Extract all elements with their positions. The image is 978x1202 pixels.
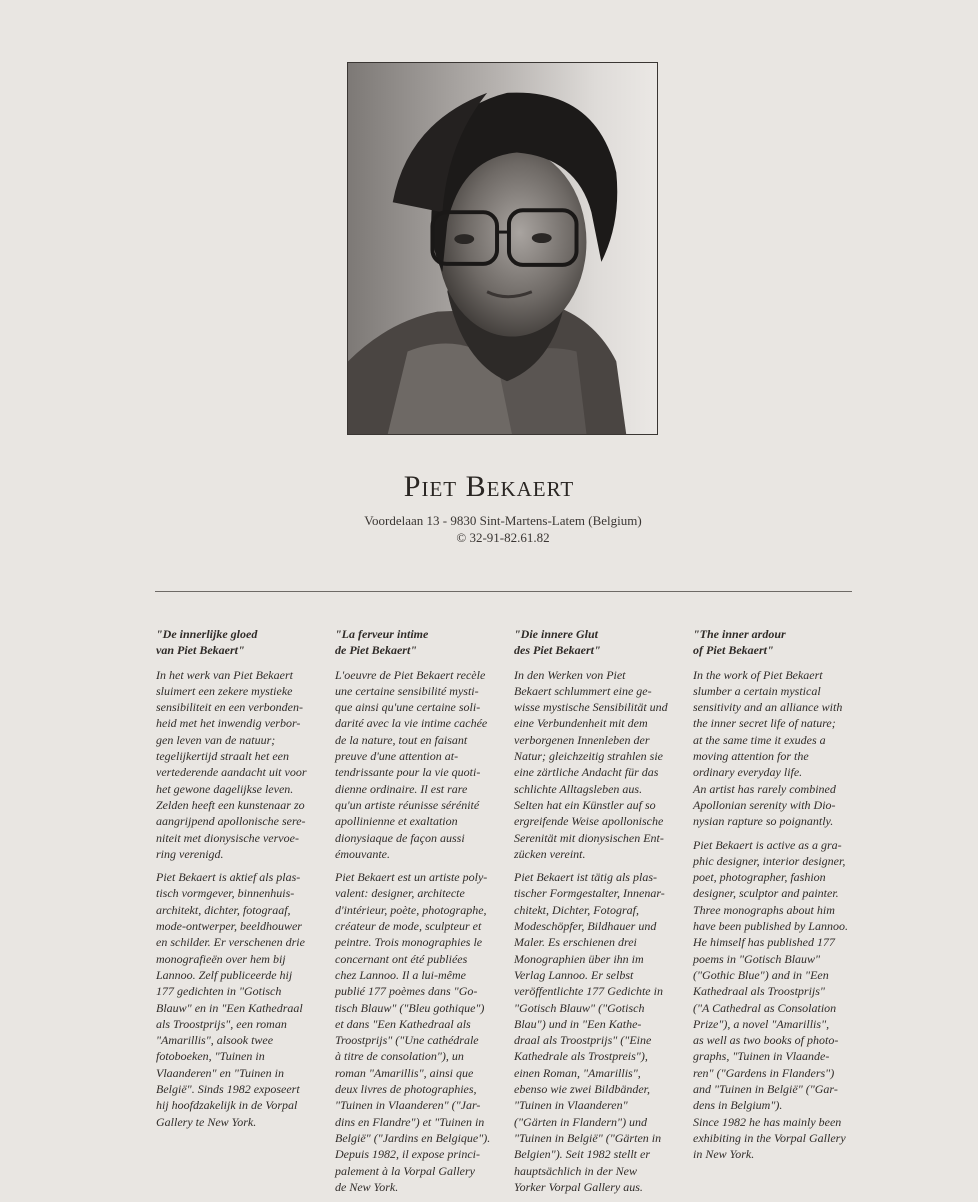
text-line: sensibiliteit en een verbonden- — [156, 700, 303, 715]
text-line: roman "Amarillis", ainsi que — [335, 1065, 474, 1080]
text-line: fotoboeken, "Tuinen in — [156, 1049, 265, 1064]
column-german — [514, 626, 684, 1202]
text-line: as well as two books of photo- — [693, 1033, 839, 1048]
text-line: architekt, dichter, fotograaf, — [156, 902, 291, 917]
column-english — [693, 626, 863, 1170]
text-line: Blauw" en in "Een Kathedraal — [156, 1000, 303, 1015]
text-line: 177 gedichten in "Gotisch — [156, 984, 282, 999]
text-line: dionysiaque de façon aussi — [335, 830, 465, 845]
text-line: in New York. — [693, 1147, 755, 1162]
text-line: Modeschöpfer, Bildhauer und — [514, 919, 657, 934]
text-line: at the same time it exudes a — [693, 732, 826, 747]
text-line: ring verenigd. — [156, 846, 224, 861]
text-line: exhibiting in the Vorpal Gallery — [693, 1130, 846, 1145]
text-line: et dans "Een Kathedraal als — [335, 1016, 471, 1031]
text-line: heid met het inwendig verbor- — [156, 716, 301, 731]
text-line: ebenso wie zwei Bildbänder, — [514, 1082, 650, 1097]
text-line: vertederende aandacht uit voor — [156, 765, 307, 780]
text-line: aangrijpend apollonische sere- — [156, 814, 306, 829]
text-line: Gallery te New York. — [156, 1114, 257, 1129]
text-line: gen leven van de natuur; — [156, 732, 276, 747]
column-paragraph-bio — [156, 869, 326, 1130]
text-line: het gewone dagelijkse leven. — [156, 781, 294, 796]
text-line: publié 177 poèmes dans "Go- — [335, 984, 478, 999]
phone: © 32-91-82.61.82 — [456, 530, 550, 545]
text-line: have been published by Lannoo. — [693, 919, 848, 934]
text-line: the inner secret life of nature; — [693, 716, 836, 731]
text-line: preuve d'une attention at- — [335, 749, 459, 764]
text-line: nysian rapture so poignantly. — [693, 814, 834, 829]
column-heading — [514, 626, 684, 659]
text-line: hij hoofdzakelijk in de Vorpal — [156, 1098, 298, 1113]
text-line: ("A Cathedral as Consolation — [693, 1000, 837, 1015]
text-line: He himself has published 177 — [693, 935, 835, 950]
text-line: dens in Belgium"). — [693, 1098, 783, 1113]
column-paragraph-bio — [693, 837, 863, 1163]
text-line: dienne ordinaire. Il est rare — [335, 781, 468, 796]
text-line: "Amarillis", alsook twee — [156, 1033, 274, 1048]
text-line: Depuis 1982, il expose princi- — [335, 1147, 480, 1162]
text-line: Kathedrale als Trostpreis"), — [514, 1049, 648, 1064]
text-line: qu'un artiste réunisse sérénité — [335, 797, 480, 812]
text-line: "De innerlijke gloed — [156, 627, 258, 641]
text-line: monografieën over hem bij — [156, 951, 286, 966]
text-line: Blau") und in "Een Kathe- — [514, 1016, 642, 1031]
text-line: Troostprijs" ("Une cathédrale — [335, 1033, 479, 1048]
artist-name: Piet Bekaert — [403, 470, 575, 503]
text-line: "Gotisch Blauw" ("Gotisch — [514, 1000, 645, 1015]
text-line: Piet Bekaert ist tätig als plas- — [514, 870, 657, 885]
text-line: sensitivity and an alliance with — [693, 700, 843, 715]
text-line: In den Werken von Piet — [514, 667, 626, 682]
text-line: apollinienne et exaltation — [335, 814, 458, 829]
text-line: wisse mystische Sensibilität und — [514, 700, 668, 715]
text-line: deux livres de photographies, — [335, 1082, 477, 1097]
text-line: des Piet Bekaert" — [514, 643, 601, 658]
text-line: "Die innere Glut — [514, 627, 598, 641]
text-line: que ainsi qu'une certaine soli- — [335, 700, 481, 715]
text-line: Apollonian serenity with Dio- — [693, 797, 836, 812]
text-line: In the work of Piet Bekaert — [693, 667, 823, 682]
text-line: Piet Bekaert est un artiste poly- — [335, 870, 488, 885]
text-line: ren" ("Gardens in Flanders") — [693, 1065, 835, 1080]
divider — [155, 591, 852, 592]
text-line: designer, sculptor and painter. — [693, 886, 839, 901]
address: Voordelaan 13 - 9830 Sint-Martens-Latem (Belgium) — [364, 513, 642, 528]
text-line: als Troostprijs", een roman — [156, 1016, 287, 1031]
text-line: ("Gothic Blue") and in "Een — [693, 967, 829, 982]
portrait-photo — [347, 62, 658, 435]
text-line: tegelijkertijd straalt het een — [156, 749, 289, 764]
text-line: veröffentlichte 177 Gedichte in — [514, 984, 663, 999]
text-line: Piet Bekaert is active as a gra- — [693, 837, 842, 852]
text-line: phic designer, interior designer, — [693, 853, 846, 868]
text-line: "Tuinen in Vlaanderen" ("Jar- — [335, 1098, 481, 1113]
text-line: de la nature, tout en faisant — [335, 732, 468, 747]
column-paragraph-bio — [335, 869, 505, 1195]
text-line: Verlag Lannoo. Er selbst — [514, 967, 634, 982]
text-line: ordinary everyday life. — [693, 765, 803, 780]
text-line: peintre. Trois monographies le — [335, 935, 483, 950]
text-line: tendrissante pour la vie quoti- — [335, 765, 481, 780]
text-line: d'intérieur, poète, photographe, — [335, 902, 487, 917]
text-line: einen Roman, "Amarillis", — [514, 1065, 641, 1080]
text-line: Yorker Vorpal Gallery aus. — [514, 1179, 643, 1194]
text-line: créateur de mode, sculpteur et — [335, 919, 482, 934]
text-line: schlichte Alltagsleben aus. — [514, 781, 643, 796]
text-line: An artist has rarely combined — [693, 781, 836, 796]
text-line: concernant ont été publiées — [335, 951, 468, 966]
text-line: poet, photographer, fashion — [693, 870, 826, 885]
text-line: tisch Blauw" ("Bleu gothique") — [335, 1000, 485, 1015]
text-line: Monographien über ihn im — [514, 951, 644, 966]
text-line: Kathedraal als Troostprijs" — [693, 984, 825, 999]
text-line: émouvante. — [335, 846, 390, 861]
text-line: Prize"), a novel "Amarillis", — [693, 1016, 830, 1031]
column-paragraph-intro — [514, 667, 684, 863]
text-line: Maler. Es erschienen drei — [514, 935, 637, 950]
text-line: Piet Bekaert is aktief als plas- — [156, 870, 301, 885]
text-line: de New York. — [335, 1179, 399, 1194]
text-line: Serenität mit dionysischen Ent- — [514, 830, 664, 845]
text-line: zücken vereint. — [514, 846, 586, 861]
text-line: à titre de consolation"), un — [335, 1049, 464, 1064]
text-line: mode-ontwerper, beeldhouwer — [156, 919, 302, 934]
text-line: darité avec la vie intime cachée — [335, 716, 488, 731]
column-paragraph-intro — [156, 667, 326, 863]
column-paragraph-intro — [335, 667, 505, 863]
text-line: "Tuinen in Vlaanderen" — [514, 1098, 628, 1113]
text-line: L'oeuvre de Piet Bekaert recèle — [335, 667, 486, 682]
text-line: chitekt, Dichter, Fotograf, — [514, 902, 639, 917]
column-heading — [335, 626, 505, 659]
text-line: Bekaert schlummert eine ge- — [514, 683, 652, 698]
text-line: de Piet Bekaert" — [335, 643, 417, 658]
text-line: eine zärtliche Andacht für das — [514, 765, 659, 780]
text-line: "La ferveur intime — [335, 627, 429, 641]
text-line: sluimert een zekere mystieke — [156, 683, 293, 698]
text-line: Vlaanderen" en "Tuinen in — [156, 1065, 284, 1080]
column-french — [335, 626, 505, 1202]
text-line: palement à la Vorpal Gallery — [335, 1163, 475, 1178]
text-line: van Piet Bekaert" — [156, 643, 245, 658]
text-line: chez Lannoo. Il a lui-même — [335, 967, 466, 982]
text-line: Natur; gleichzeitig strahlen sie — [514, 749, 663, 764]
text-line: ("Gärten in Flandern") und — [514, 1114, 648, 1129]
text-line: Selten hat ein Künstler auf so — [514, 797, 656, 812]
text-line: hauptsächlich in der New — [514, 1163, 637, 1178]
text-line: tisch vormgever, binnenhuis- — [156, 886, 295, 901]
text-line: "Tuinen in België" ("Gärten in — [514, 1130, 662, 1145]
text-line: tischer Formgestalter, Innenar- — [514, 886, 665, 901]
text-line: slumber a certain mystical — [693, 683, 821, 698]
text-line: Lannoo. Zelf publiceerde hij — [156, 967, 293, 982]
text-line: of Piet Bekaert" — [693, 643, 774, 658]
text-line: verborgenen Innenleben der — [514, 732, 650, 747]
text-line: Zelden heeft een kunstenaar zo — [156, 797, 305, 812]
text-line: Since 1982 he has mainly been — [693, 1114, 842, 1129]
text-line: moving attention for the — [693, 749, 809, 764]
portrait-illustration — [348, 63, 657, 434]
text-line: België" ("Jardins en Belgique"). — [335, 1130, 491, 1145]
column-paragraph-intro — [693, 667, 863, 830]
text-line: eine Verbundenheit mit dem — [514, 716, 648, 731]
text-line: In het werk van Piet Bekaert — [156, 667, 293, 682]
text-line: draal als Troostprijs" ("Eine — [514, 1033, 652, 1048]
text-line: niteit met dionysische vervoe- — [156, 830, 299, 845]
text-line: Belgien"). Seit 1982 stellt er — [514, 1147, 651, 1162]
text-line: België". Sinds 1982 exposeert — [156, 1082, 300, 1097]
text-line: ergreifende Weise apollonische — [514, 814, 664, 829]
text-line: dins en Flandre") et "Tuinen in — [335, 1114, 485, 1129]
text-line: "The inner ardour — [693, 627, 786, 641]
text-line: en schilder. Er verschenen drie — [156, 935, 305, 950]
column-paragraph-bio — [514, 869, 684, 1195]
contact-info — [0, 512, 978, 546]
column-heading — [693, 626, 863, 659]
column-dutch — [156, 626, 326, 1137]
text-line: une certaine sensibilité mysti- — [335, 683, 479, 698]
text-line: and "Tuinen in België" ("Gar- — [693, 1082, 838, 1097]
text-line: graphs, "Tuinen in Vlaande- — [693, 1049, 830, 1064]
text-line: valent: designer, architecte — [335, 886, 465, 901]
column-heading — [156, 626, 326, 659]
text-line: Three monographs about him — [693, 902, 835, 917]
text-line: poems in "Gotisch Blauw" — [693, 951, 821, 966]
